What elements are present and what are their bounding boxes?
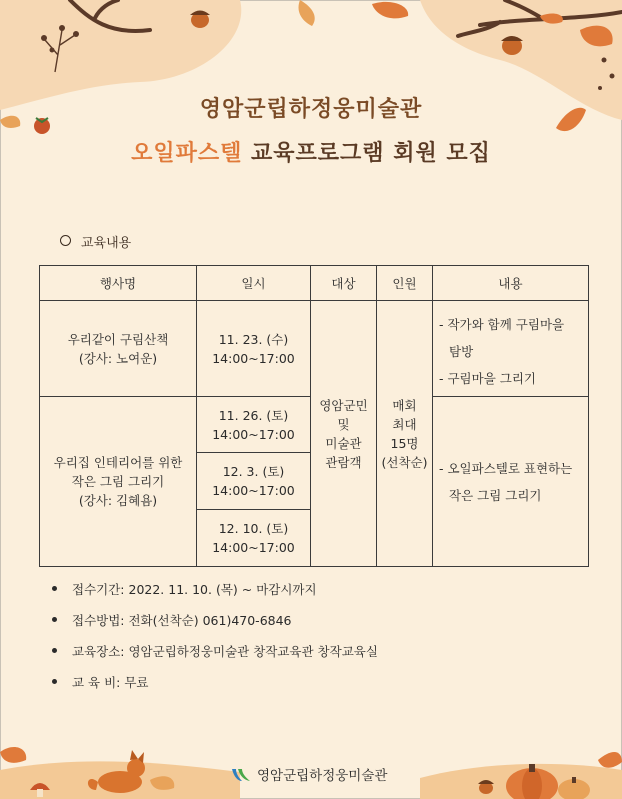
info-registration-period: 접수기간: 2022. 11. 10. (목) ~ 마감시까지 <box>52 580 378 611</box>
table-header-row <box>40 266 589 301</box>
program1-instructor: (강사: 노여운) <box>78 350 158 366</box>
target-cell <box>311 301 377 567</box>
leaf-icon <box>0 747 26 763</box>
session2-cell <box>197 453 311 510</box>
leaf-icon <box>372 2 408 18</box>
header-date: 일시 <box>197 266 311 301</box>
leaf-icon <box>598 752 622 768</box>
header-target: 대상 <box>311 266 377 301</box>
target-line: 관람객 <box>325 454 362 470</box>
section-heading <box>60 232 131 251</box>
session1-cell <box>197 397 311 453</box>
target-line: 미술관 <box>325 435 362 451</box>
session3-cell <box>197 510 311 567</box>
capacity-line: 최대 <box>392 416 417 432</box>
museum-logo-icon <box>230 767 252 783</box>
session-date: 11. 26. (토) <box>218 407 289 423</box>
table-row <box>40 301 589 397</box>
session-time: 14:00~17:00 <box>212 540 295 555</box>
footer <box>230 764 387 784</box>
content2-line: 작은 그림 그리기 <box>449 487 542 503</box>
program-title-highlight: 오일파스텔 <box>131 141 243 166</box>
program1-datetime-cell <box>197 301 311 397</box>
schedule-table <box>39 265 589 567</box>
header-capacity: 인원 <box>377 266 433 301</box>
program2-instructor: (강사: 김혜욤) <box>78 493 158 508</box>
session-date: 12. 3. (토) <box>222 464 285 479</box>
program2-name-line: 작은 그림 그리기 <box>71 474 165 489</box>
museum-title: 영암군립하정웅미술관 <box>199 97 423 122</box>
info-registration-method: 접수방법: 전화(선착순) 061)470-6846 <box>52 611 378 642</box>
session-date: 12. 10. (토) <box>218 521 289 536</box>
info-list <box>52 580 378 704</box>
program2-name-cell <box>40 397 197 567</box>
session-time: 14:00~17:00 <box>212 483 295 498</box>
content2-cell <box>433 397 589 567</box>
info-fee: 교 육 비: 무료 <box>52 673 378 704</box>
capacity-cell <box>377 301 433 567</box>
leaf-icon <box>299 0 315 26</box>
program1-name: 우리같이 구림산책 <box>67 331 169 347</box>
content2-line: - 오일파스텔로 표현하는 <box>439 460 573 476</box>
content1-line: - 구림마을 그리기 <box>439 371 536 386</box>
content1-cell <box>433 301 589 397</box>
header-content: 내용 <box>433 266 589 301</box>
target-line: 영암군민 <box>319 397 368 413</box>
program-title <box>0 136 622 167</box>
target-line: 및 <box>337 416 350 432</box>
footer-org-name: 영암군립하정웅미술관 <box>257 768 388 784</box>
program2-name-line: 우리집 인테리어를 위한 <box>53 455 183 470</box>
capacity-line: 15명 <box>390 435 419 451</box>
session-time: 14:00~17:00 <box>212 426 295 442</box>
content1-line: - 작가와 함께 구림마을 <box>439 317 565 332</box>
program-title-rest: 교육프로그램 회원 모집 <box>251 141 491 166</box>
program1-date: 11. 23. (수) <box>218 331 289 347</box>
header-event: 행사명 <box>40 266 197 301</box>
info-location: 교육장소: 영암군립하정웅미술관 창작교육관 창작교육실 <box>52 642 378 673</box>
program1-name-cell <box>40 301 197 397</box>
content1-line: 탐방 <box>449 344 474 359</box>
program1-time: 14:00~17:00 <box>212 350 295 366</box>
capacity-line: (선착순) <box>381 454 428 470</box>
section-label: 교육내용 <box>81 236 132 251</box>
circle-bullet-icon <box>60 235 71 246</box>
capacity-line: 매회 <box>392 397 417 413</box>
